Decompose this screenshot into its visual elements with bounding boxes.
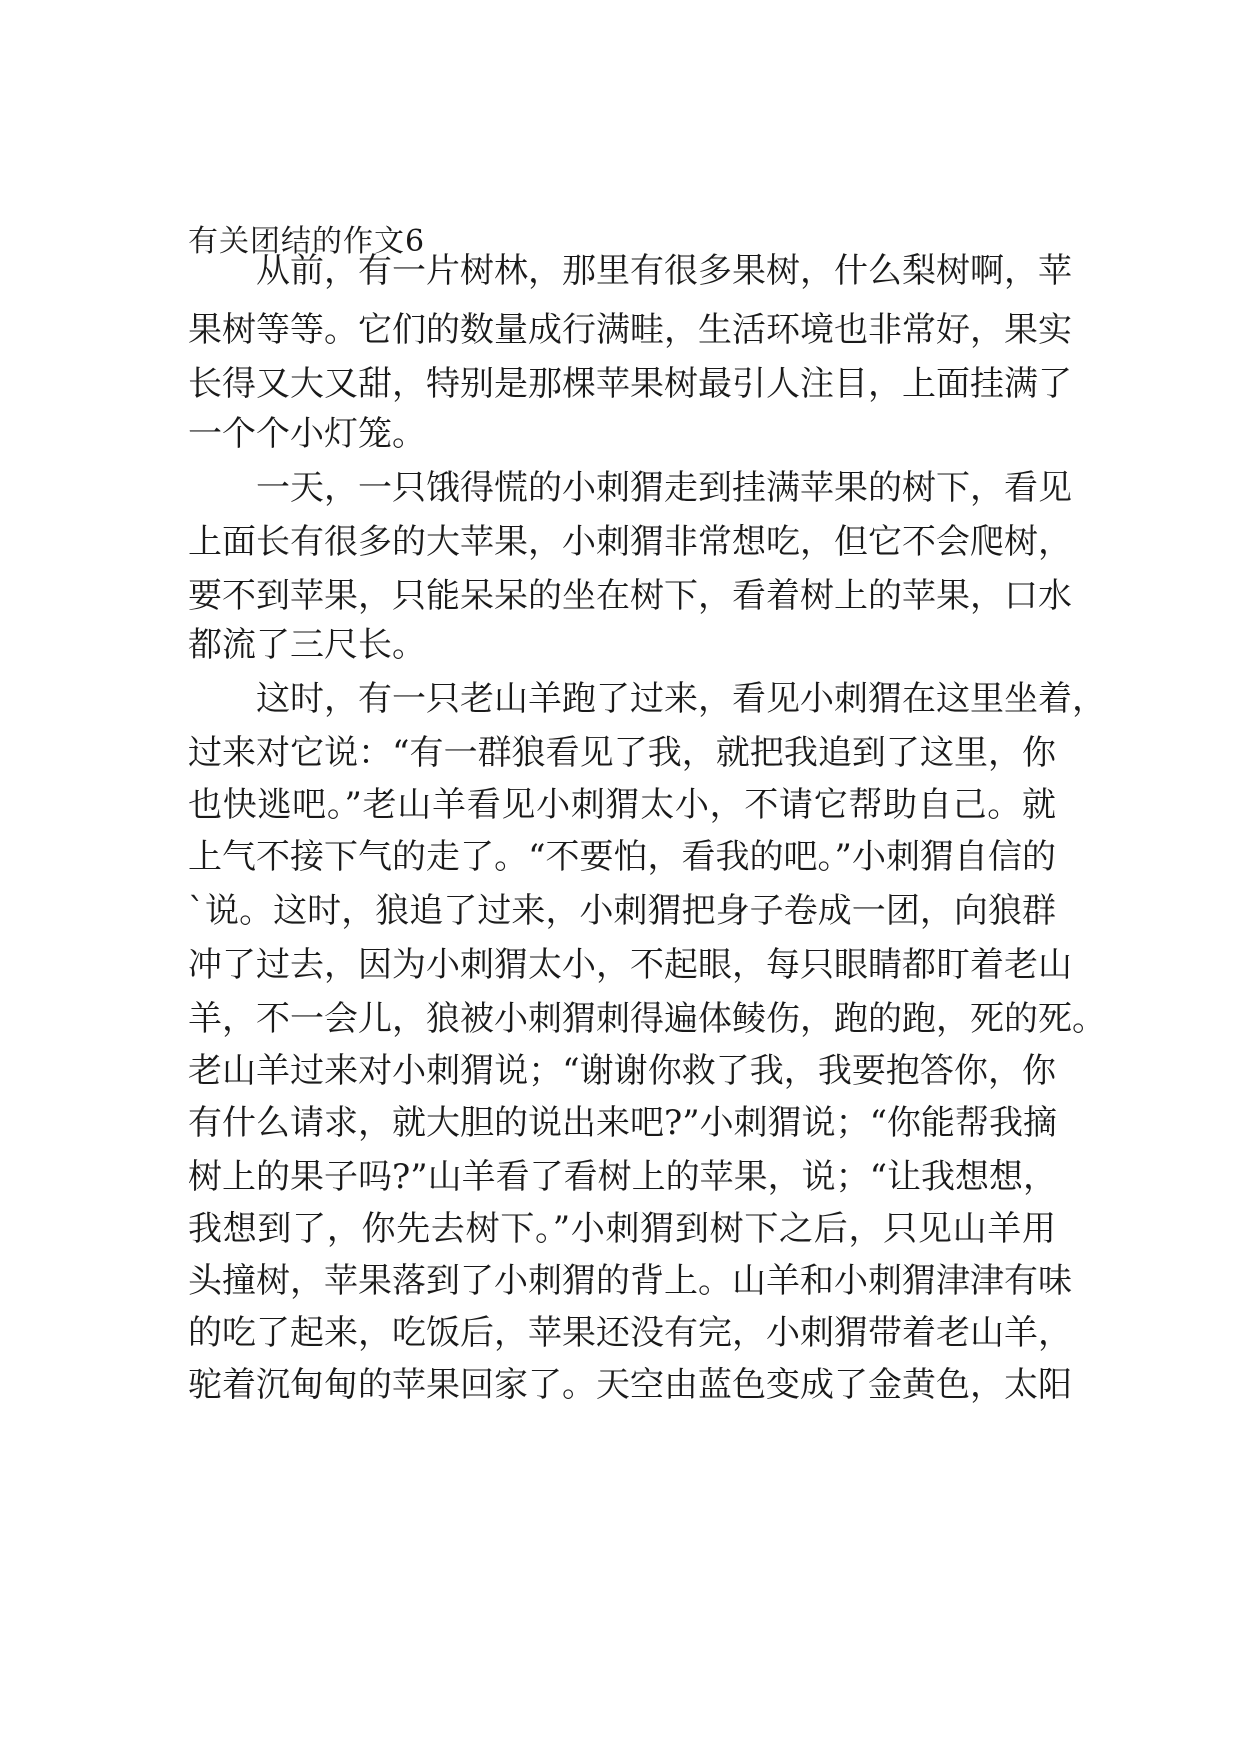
text-line: 也快逃吧。”老山羊看见小刺猬太小，不请它帮助自己。就 — [188, 785, 1056, 825]
text-line: 羊，不一会儿，狼被小刺猬刺得遍体鲮伤，跑的跑，死的死。 — [188, 999, 1106, 1039]
text-line: 上气不接下气的走了。“不要怕，看我的吧。”小刺猬自信的 — [188, 837, 1056, 877]
text-line: 树上的果子吗?”山羊看了看树上的苹果，说；“让我想想， — [188, 1157, 1057, 1197]
text-line: 上面长有很多的大苹果，小刺猬非常想吃，但它不会爬树， — [188, 522, 1072, 562]
text-line: 一天，一只饿得慌的小刺猬走到挂满苹果的树下，看见 — [256, 468, 1072, 508]
text-line: 从前，有一片树林，那里有很多果树，什么梨树啊，苹 — [256, 251, 1072, 291]
text-line: 长得又大又甜，特别是那棵苹果树最引人注目，上面挂满了 — [188, 364, 1072, 404]
text-line: `说。这时，狼追了过来，小刺猬把身子卷成一团，向狼群 — [188, 891, 1056, 931]
text-line: 的吃了起来，吃饭后，苹果还没有完，小刺猬带着老山羊， — [188, 1313, 1072, 1353]
text-line: 这时，有一只老山羊跑了过来，看见小刺猬在这里坐着， — [256, 679, 1106, 719]
text-line: 老山羊过来对小刺猬说；“谢谢你救了我，我要抱答你，你 — [188, 1051, 1056, 1091]
text-line: 一个个小灯笼。 — [188, 414, 426, 454]
text-line: 过来对它说：“有一群狼看见了我，就把我追到了这里，你 — [188, 733, 1056, 773]
document-title: 有关团结的作文6 — [188, 224, 426, 259]
text-line: 我想到了，你先去树下。”小刺猬到树下之后，只见山羊用 — [188, 1209, 1056, 1249]
text-line: 有什么请求，就大胆的说出来吧?”小刺猬说；“你能帮我摘 — [188, 1103, 1057, 1143]
text-line: 果树等等。它们的数量成行满畦，生活环境也非常好，果实 — [188, 310, 1072, 350]
text-line: 冲了过去，因为小刺猬太小，不起眼，每只眼睛都盯着老山 — [188, 945, 1072, 985]
text-line: 都流了三尺长。 — [188, 625, 426, 665]
text-line: 驼着沉甸甸的苹果回家了。天空由蓝色变成了金黄色，太阳 — [188, 1365, 1072, 1405]
text-line: 要不到苹果，只能呆呆的坐在树下，看着树上的苹果，口水 — [188, 576, 1072, 616]
text-line: 头撞树，苹果落到了小刺猬的背上。山羊和小刺猬津津有味 — [188, 1261, 1072, 1301]
